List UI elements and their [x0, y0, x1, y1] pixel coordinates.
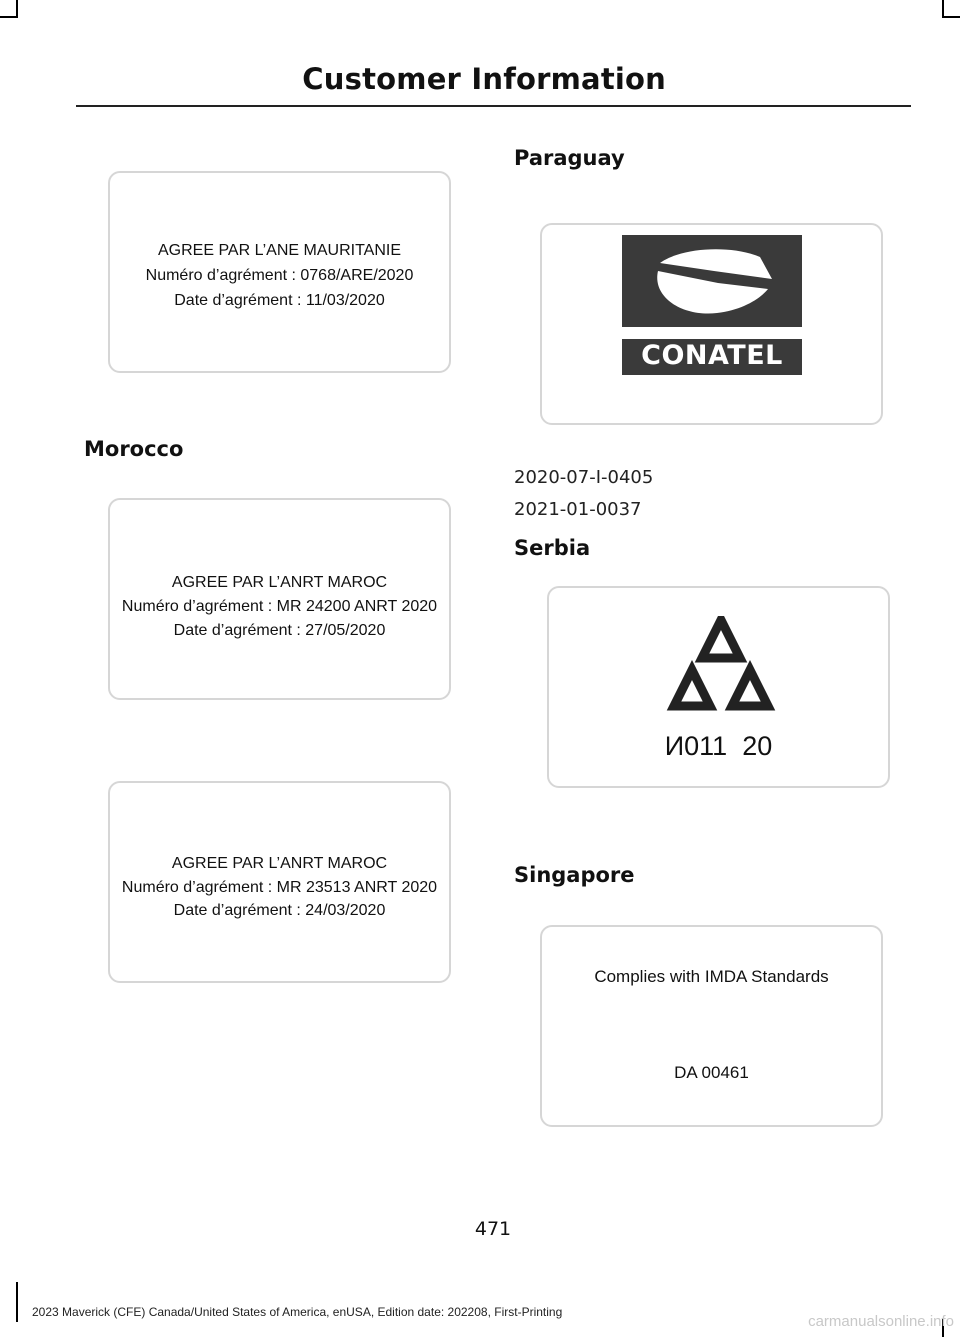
page-number: 471 — [474, 1218, 512, 1240]
approval-number: Numéro d’agrément : MR 23513 ANRT 2020 — [121, 879, 438, 896]
edition-footer: 2023 Maverick (CFE) Canada/United States of America, enUSA, Edition date: 202208, First-Printing — [32, 1305, 563, 1319]
section-heading-serbia: Serbia — [514, 536, 591, 560]
imda-compliance-text: Complies with IMDA Standards — [594, 967, 829, 986]
crop-mark — [942, 16, 960, 18]
page-title: Customer Information — [302, 62, 666, 96]
approval-line: AGREE PAR L’ANRT MAROC — [171, 574, 388, 591]
header-rule — [76, 105, 911, 107]
section-heading-singapore: Singapore — [514, 863, 635, 887]
crop-mark — [16, 1282, 18, 1322]
approval-number: Numéro d’agrément : MR 24200 ANRT 2020 — [121, 598, 438, 615]
approval-date: Date d’agrément : 27/05/2020 — [173, 622, 386, 639]
imda-dealer-number: DA 00461 — [674, 1063, 749, 1082]
section-heading-morocco: Morocco — [84, 437, 184, 461]
singapore-approval-label — [540, 925, 883, 1127]
morocco-approval-label-1 — [108, 498, 451, 700]
watermark: carmanualsonline.info — [808, 1313, 954, 1330]
approval-number: Numéro d’agrément : 0768/ARE/2020 — [145, 267, 414, 284]
section-heading-paraguay: Paraguay — [514, 146, 625, 170]
crop-mark — [0, 16, 18, 18]
approval-line: AGREE PAR L’ANE MAURITANIE — [157, 242, 401, 259]
mauritania-approval-label — [108, 171, 451, 373]
conatel-logo-text: CONATEL — [641, 340, 783, 371]
serbia-mark-code: И011 20 — [664, 731, 773, 761]
approval-line: AGREE PAR L’ANRT MAROC — [171, 855, 388, 872]
morocco-approval-label-2 — [108, 781, 451, 983]
paraguay-code-1: 2020-07-I-0405 — [514, 467, 654, 488]
approval-date: Date d’agrément : 11/03/2020 — [174, 292, 385, 309]
serbia-approval-label — [547, 586, 890, 788]
paraguay-code-2: 2021-01-0037 — [514, 499, 642, 520]
serbia-triangle-mark-icon — [666, 616, 776, 711]
approval-date: Date d’agrément : 24/03/2020 — [173, 902, 386, 919]
conatel-logo-box — [540, 223, 883, 425]
